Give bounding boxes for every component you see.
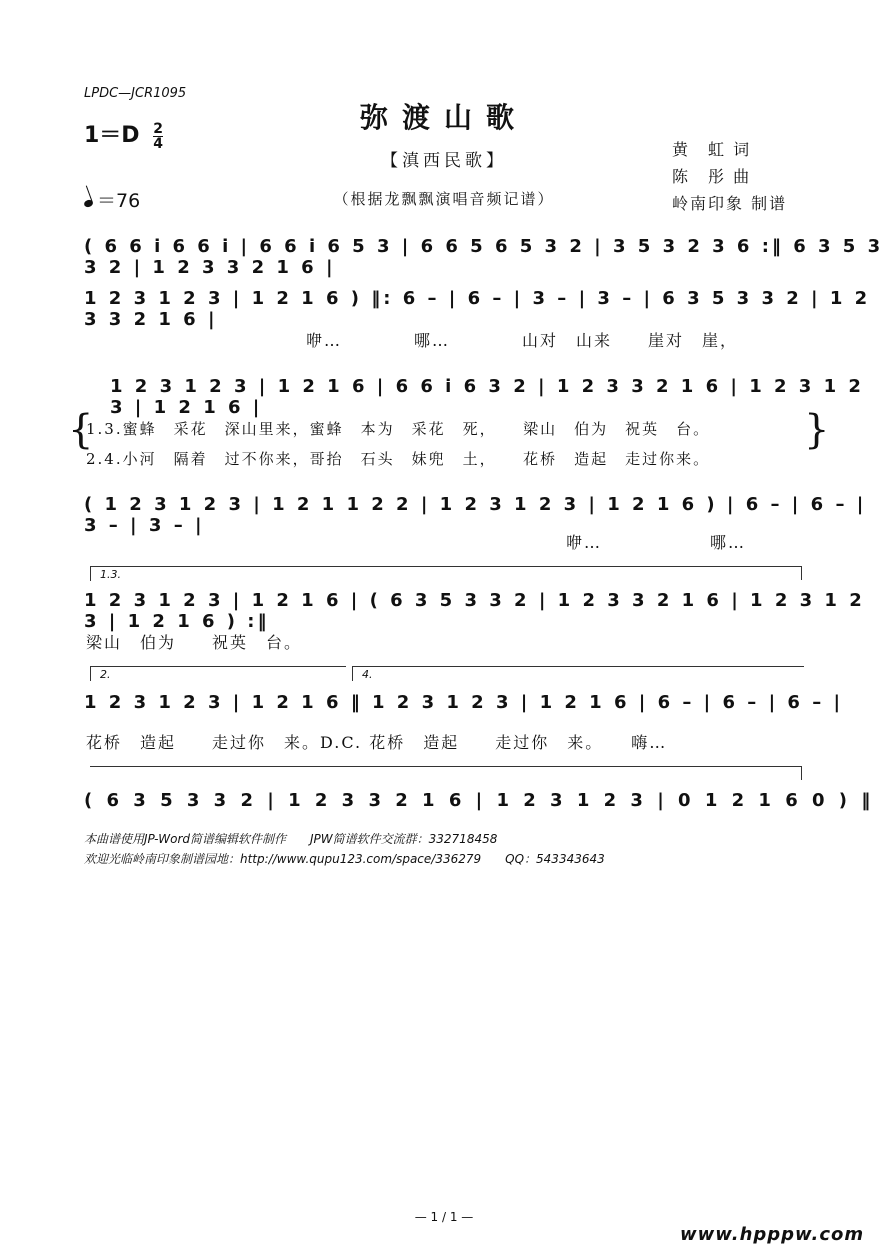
coda-end-tick <box>801 766 802 780</box>
key-label: 1＝D <box>84 123 140 148</box>
time-denominator: 4 <box>153 135 163 152</box>
lyric-line-6: 花桥 造起 走过你 来。D.C. 花桥 造起 走过你 来。 嗨… <box>86 733 668 752</box>
composer: 陈 彤 曲 <box>672 167 752 186</box>
lyric-line-3b: 2.4.小河 隔着 过不你来，哥抬 石头 妹兜 土， 花桥 造起 走过你来。 <box>86 450 711 468</box>
lyric-line-2: 咿… 哪… 山对 山来 崖对 崖， <box>306 331 739 350</box>
volta-bracket-1-3 <box>90 566 802 567</box>
left-brace-icon: { <box>68 407 94 453</box>
score-line-2: 1 2 3 1 2 3 | 1 2 1 6 ) ‖: 6 – | 6 – | 3 – | 3 – | 6 3 5 3 3 2 | 1 2 3 3 2 1 6 | <box>84 288 871 330</box>
volta-label-1-3: 1.3. <box>100 568 121 581</box>
genre-label: 【滇西民歌】 <box>381 151 507 171</box>
score-line-7: ( 6 3 5 3 3 2 | 1 2 3 3 2 1 6 | 1 2 3 1 2 3 | 0 1 2 1 6 0 ) ‖ <box>84 790 875 811</box>
arranger: 岭南印象 制谱 <box>672 194 788 213</box>
volta-bracket-4 <box>352 666 804 667</box>
source-note: （根据龙飘飘演唱音频记谱） <box>333 190 555 208</box>
lyric-line-3a: 1.3.蜜蜂 采花 深山里来，蜜蜂 本为 采花 死， 梁山 伯为 祝英 台。 <box>86 420 711 438</box>
lyric-line-4: 咿… 哪… <box>566 533 747 552</box>
score-line-4: ( 1 2 3 1 2 3 | 1 2 1 1 2 2 | 1 2 3 1 2 3 | 1 2 1 6 ) | 6 – | 6 – | 3 – | 3 – | <box>84 494 867 536</box>
volta-label-2: 2. <box>100 668 111 681</box>
site-watermark: www.hpppw.com <box>680 1224 865 1245</box>
score-line-6: 1 2 3 1 2 3 | 1 2 1 6 ‖ 1 2 3 1 2 3 | 1 2 1 6 | 6 – | 6 – | 6 – | <box>84 692 844 713</box>
volta-label-4: 4. <box>362 668 373 681</box>
page-number: — 1 / 1 — <box>414 1210 474 1224</box>
score-code: LPDC—JCR1095 <box>84 86 187 101</box>
volta-bracket-2 <box>90 666 346 667</box>
footer-software-note: 本曲谱使用JP-Word简谱编辑软件制作 JPW简谱软件交流群：332718458 <box>84 832 498 846</box>
lyricist: 黄 虹 词 <box>672 140 752 159</box>
tempo-value: ＝76 <box>97 190 141 212</box>
lyric-line-5: 梁山 伯为 祝英 台。 <box>86 633 303 652</box>
score-line-1: ( 6 6 i 6 6 i | 6 6 i 6 5 3 | 6 6 5 6 5 3 2 | 3 5 3 2 3 6 :‖ 6 3 5 3 3 2 | 1 2 3 3 2 1 6 | <box>84 236 884 278</box>
footer-website-note: 欢迎光临岭南印象制谱园地：http://www.qupu123.com/space/336279 QQ：543343643 <box>84 852 605 866</box>
song-title: 弥渡山歌 <box>359 101 528 134</box>
score-line-5: 1 2 3 1 2 3 | 1 2 1 6 | ( 6 3 5 3 3 2 | 1 2 3 3 2 1 6 | 1 2 3 1 2 3 | 1 2 1 6 ) :‖ <box>84 590 865 632</box>
right-brace-icon: } <box>804 407 830 453</box>
score-line-3: 1 2 3 1 2 3 | 1 2 1 6 | 6 6 i 6 3 2 | 1 2 3 3 2 1 6 | 1 2 3 1 2 3 | 1 2 1 6 | <box>110 376 864 418</box>
time-numerator: 2 <box>153 120 163 137</box>
volta-end-tick <box>801 566 802 580</box>
coda-line <box>90 766 802 767</box>
